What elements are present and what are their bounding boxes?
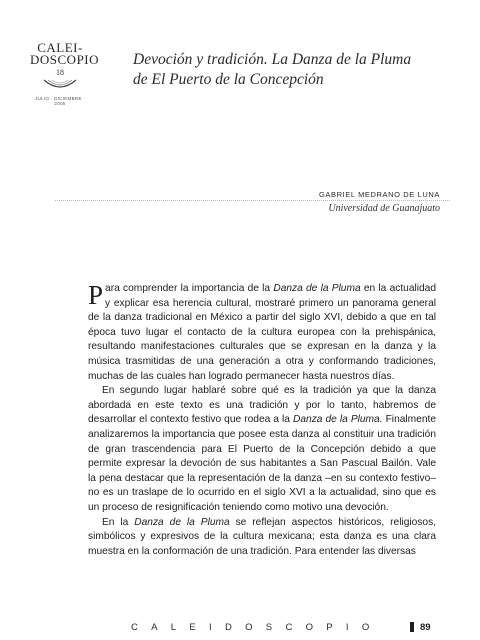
paragraph-3 xyxy=(88,516,436,560)
paragraph-3-text-a: En la xyxy=(102,516,135,528)
journal-logo xyxy=(30,40,100,106)
paragraph-2-text-b: Finalmente analizaremos la importancia que posee esta danza al constituir una tradición de gran trascendencia para El Puerto de la Concepción debido a que permite expresar la devoción de sus habitantes a San Pascual Bailón. Vale la pena destacar que la representación de la danza –en su contexto festivo– no es un traslape de lo ocurrido en el siglo XVI a la actualidad, sino que es un proceso de resignificación teniendo como motivo una devoción. xyxy=(88,414,436,513)
author-name: GABRIEL MEDRANO DE LUNA xyxy=(318,190,440,199)
paragraph-2-emphasis: Danza de la Pluma. xyxy=(293,414,383,426)
author-affiliation: Universidad de Guanajuato xyxy=(328,203,440,214)
paragraph-2-text-a: En segundo lugar hablaré sobre qué es la tradición ya que la danza abordada en este texto es una tradición y por lo tanto, habremos de desarrollar el contexto festivo que rodea a la xyxy=(88,385,436,426)
paragraph-1-text-b: en la actualidad y explicar esa herencia cultural, mostraré primero un panorama general de la danza tradicional en México a partir del siglo XVI, debido a que en tal época tuvo lugar el contacto de la cultura europea con la prehispánica, resultando manifestaciones culturales que se expresan en la danza y la música trasmitidas de una generación a otra y conformando tradiciones, muchas de las cuales han logrado permanecer hasta nuestros días. xyxy=(88,283,437,382)
logo-title-line2: DOSCOPIO xyxy=(30,52,100,67)
logo-title-line1: CALEI- xyxy=(37,40,83,55)
logo-issue-number: 18 xyxy=(56,68,64,77)
article-title-line2: de El Puerto de la Concepción xyxy=(133,71,324,88)
footer-separator-bar xyxy=(410,622,414,632)
paragraph-2 xyxy=(88,384,436,515)
byline-divider xyxy=(55,200,450,201)
paragraph-1-text-a: ara comprender la importancia de la xyxy=(105,283,274,294)
paragraph-3-emphasis: Danza de la Pluma xyxy=(134,516,230,528)
kaleidoscope-emblem-icon xyxy=(40,78,80,92)
footer-journal-name: CALEIDOSCOPIO xyxy=(131,622,383,633)
article-title xyxy=(133,50,453,90)
logo-date: JULIO · DICIEMBRE · 2005 xyxy=(34,96,86,106)
drop-cap: P xyxy=(88,280,104,310)
paragraph-1-emphasis: Danza de la Pluma xyxy=(273,283,361,294)
page-number: 89 xyxy=(420,622,431,633)
paragraph-3-text-b: se reflejan aspectos históricos, religiosos, simbólicos y expresivos de la cultura mexicana; esta danza es una clara muestra en la conformación de una tradición. Para entender las diversas xyxy=(88,516,436,557)
article-body xyxy=(88,282,436,559)
paragraph-1 xyxy=(88,282,436,384)
article-title-line1: Devoción y tradición. La Danza de la Pluma xyxy=(133,51,412,68)
